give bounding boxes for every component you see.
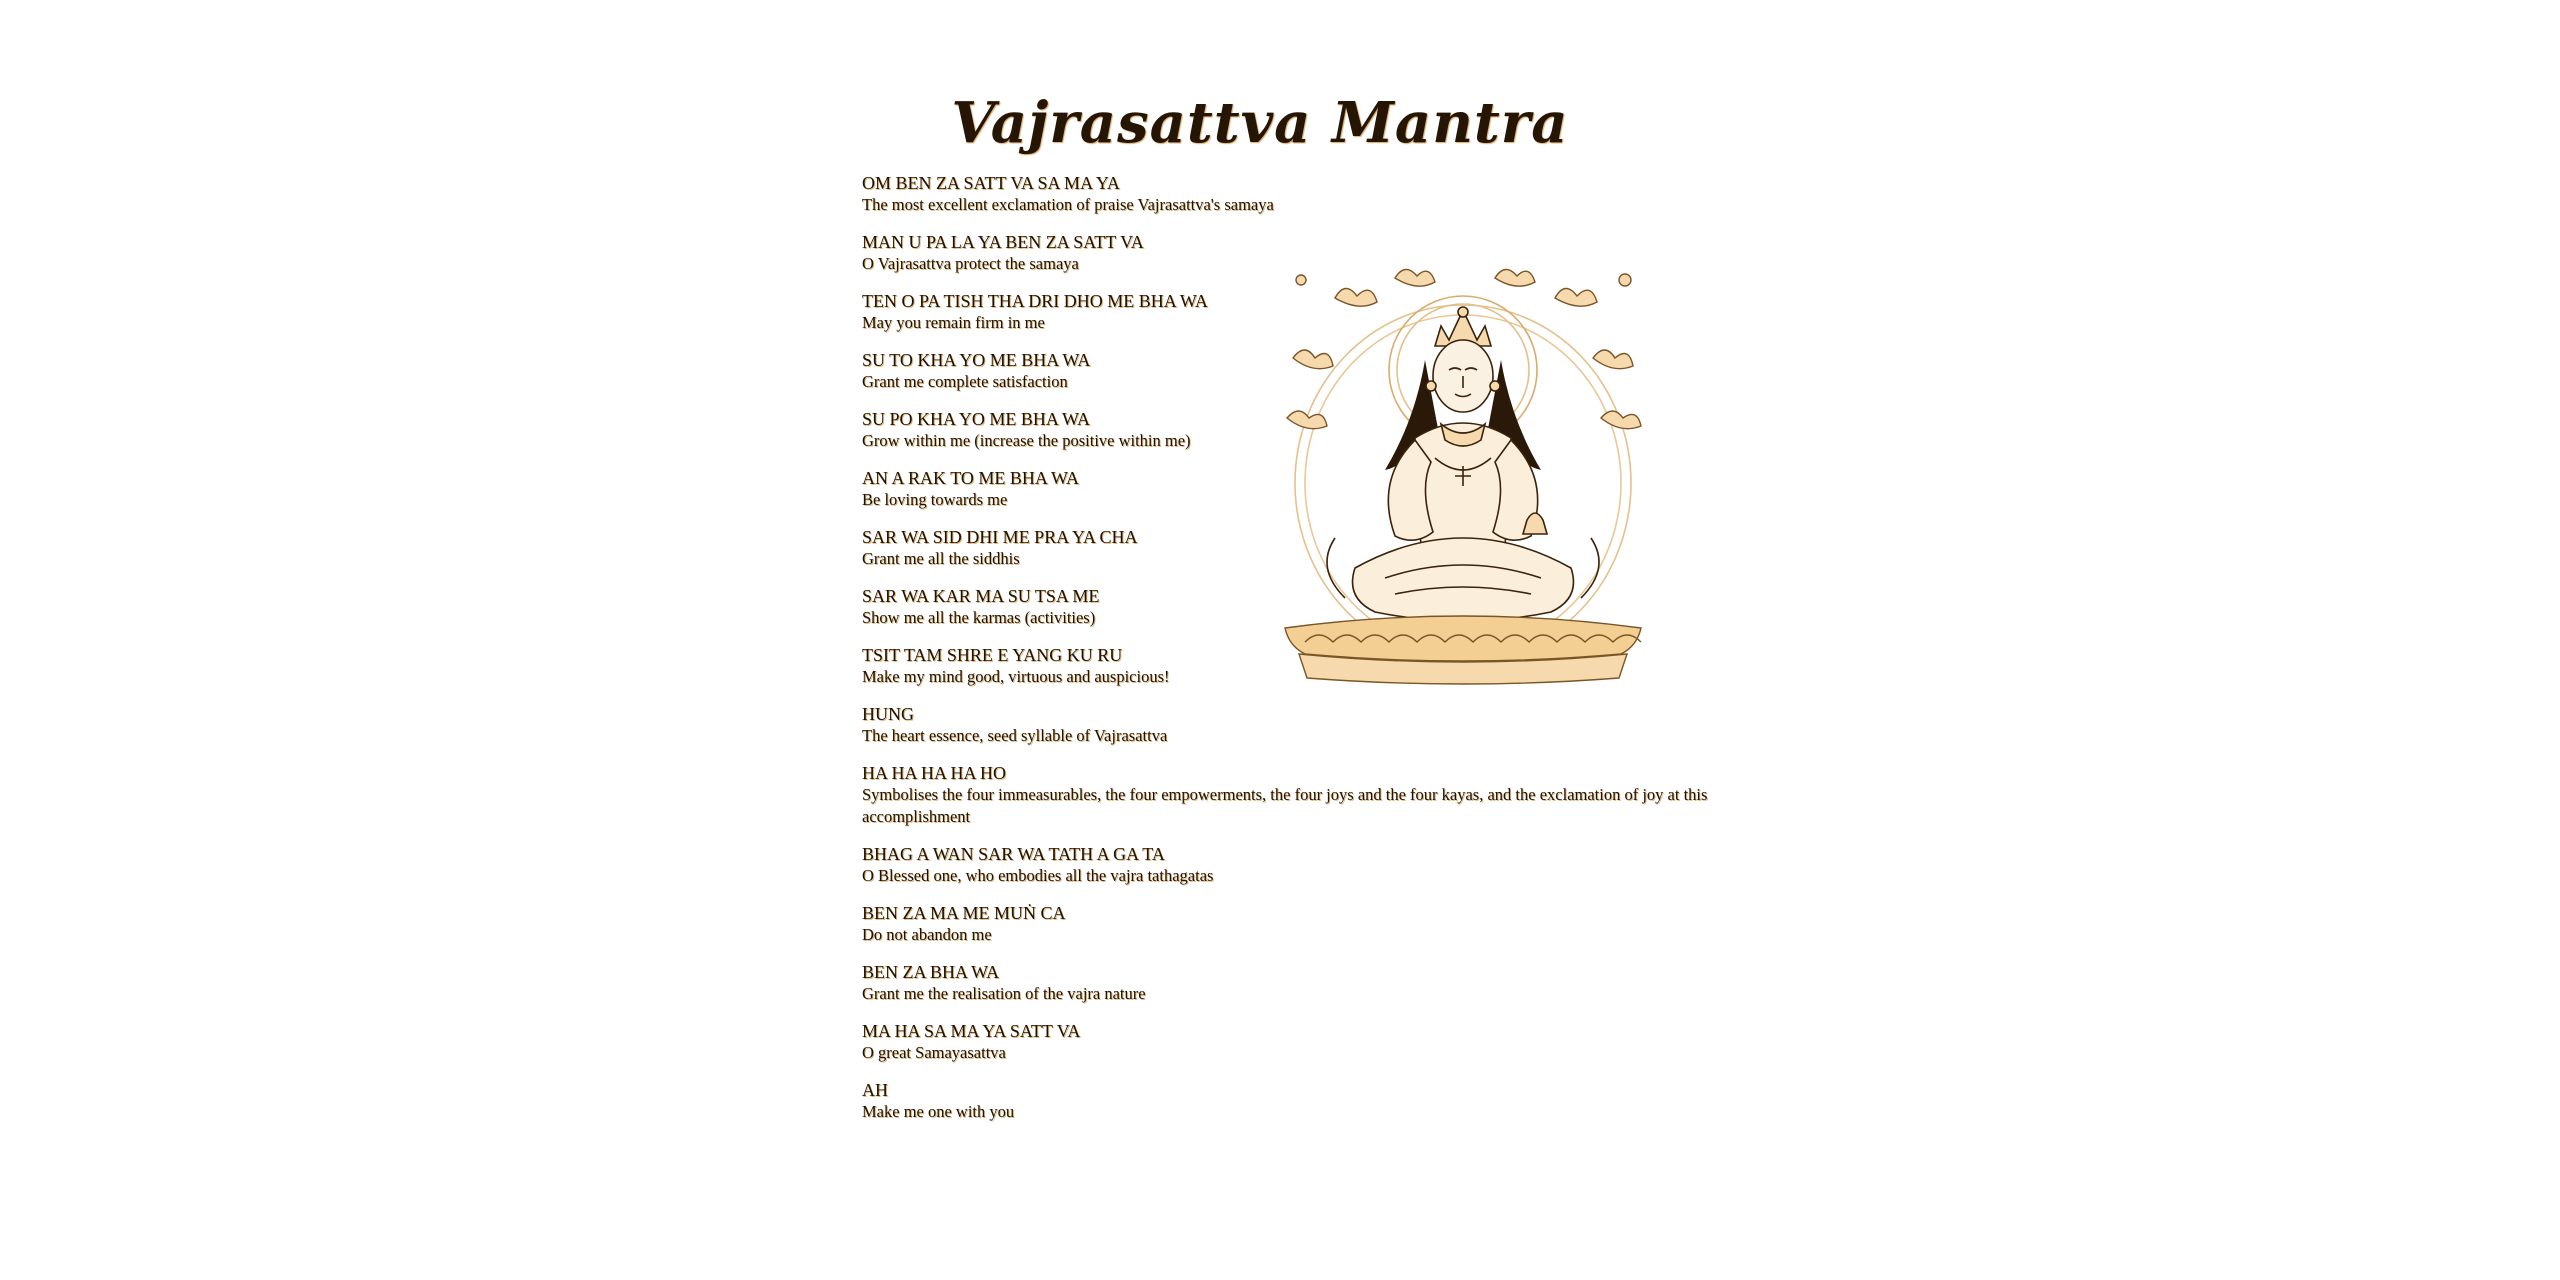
mantra-syllables: AH <box>862 1080 888 1100</box>
mantra-translation: May you remain firm in me <box>862 313 1045 332</box>
mantra-translation: O great Samayasattva <box>862 1043 1006 1062</box>
vajrasattva-deity-icon <box>1275 268 1651 688</box>
mantra-syllables: MA HA SA MA YA SATT VA <box>862 1021 1081 1041</box>
page-title: Vajrasattva Mantra <box>951 89 1569 156</box>
mantra-translation: The heart essence, seed syllable of Vajrasattva <box>862 726 1168 745</box>
mantra-verse <box>862 762 1722 828</box>
mantra-translation: Make me one with you <box>862 1102 1015 1121</box>
mantra-translation: Make my mind good, virtuous and auspicious! <box>862 667 1170 686</box>
mantra-translation: Symbolises the four immeasurables, the four empowerments, the four joys and the four kayas, and the exclamation of joy at this accomplishment <box>862 785 1708 826</box>
mantra-syllables: HA HA HA HA HO <box>862 763 1007 783</box>
mantra-syllables: TEN O PA TISH THA DRI DHO ME BHA WA <box>862 291 1208 311</box>
mantra-verse <box>862 172 1722 216</box>
mantra-syllables: MAN U PA LA YA BEN ZA SATT VA <box>862 232 1144 252</box>
mantra-translation: O Vajrasattva protect the samaya <box>862 254 1079 273</box>
mantra-translation: O Blessed one, who embodies all the vajra tathagatas <box>862 866 1214 885</box>
mantra-syllables: SU PO KHA YO ME BHA WA <box>862 409 1091 429</box>
mantra-translation: Do not abandon me <box>862 925 992 944</box>
mantra-syllables: TSIT TAM SHRE E YANG KU RU <box>862 645 1123 665</box>
mantra-syllables: BEN ZA MA ME MUṄ CA <box>862 903 1066 923</box>
mantra-translation: Show me all the karmas (activities) <box>862 608 1096 627</box>
mantra-verse <box>862 843 1722 887</box>
mantra-translation: Grant me complete satisfaction <box>862 372 1068 391</box>
mantra-verse <box>862 1020 1722 1064</box>
mantra-translation: Be loving towards me <box>862 490 1008 509</box>
mantra-translation: Grant me the realisation of the vajra nature <box>862 984 1146 1003</box>
mantra-verse <box>862 1079 1722 1123</box>
mantra-syllables: BHAG A WAN SAR WA TATH A GA TA <box>862 844 1165 864</box>
mantra-translation: Grant me all the siddhis <box>862 549 1020 568</box>
mantra-syllables: SAR WA KAR MA SU TSA ME <box>862 586 1100 606</box>
mantra-syllables: HUNG <box>862 704 914 724</box>
mantra-syllables: AN A RAK TO ME BHA WA <box>862 468 1080 488</box>
mantra-translation: The most excellent exclamation of praise Vajrasattva's samaya <box>862 195 1274 214</box>
mantra-translation: Grow within me (increase the positive within me) <box>862 431 1191 450</box>
mantra-verse <box>862 902 1722 946</box>
mantra-syllables: SU TO KHA YO ME BHA WA <box>862 350 1091 370</box>
mantra-syllables: OM BEN ZA SATT VA SA MA YA <box>862 173 1120 193</box>
mantra-verse <box>862 961 1722 1005</box>
mantra-verse <box>862 703 1722 747</box>
mantra-syllables: SAR WA SID DHI ME PRA YA CHA <box>862 527 1138 547</box>
mantra-syllables: BEN ZA BHA WA <box>862 962 1000 982</box>
